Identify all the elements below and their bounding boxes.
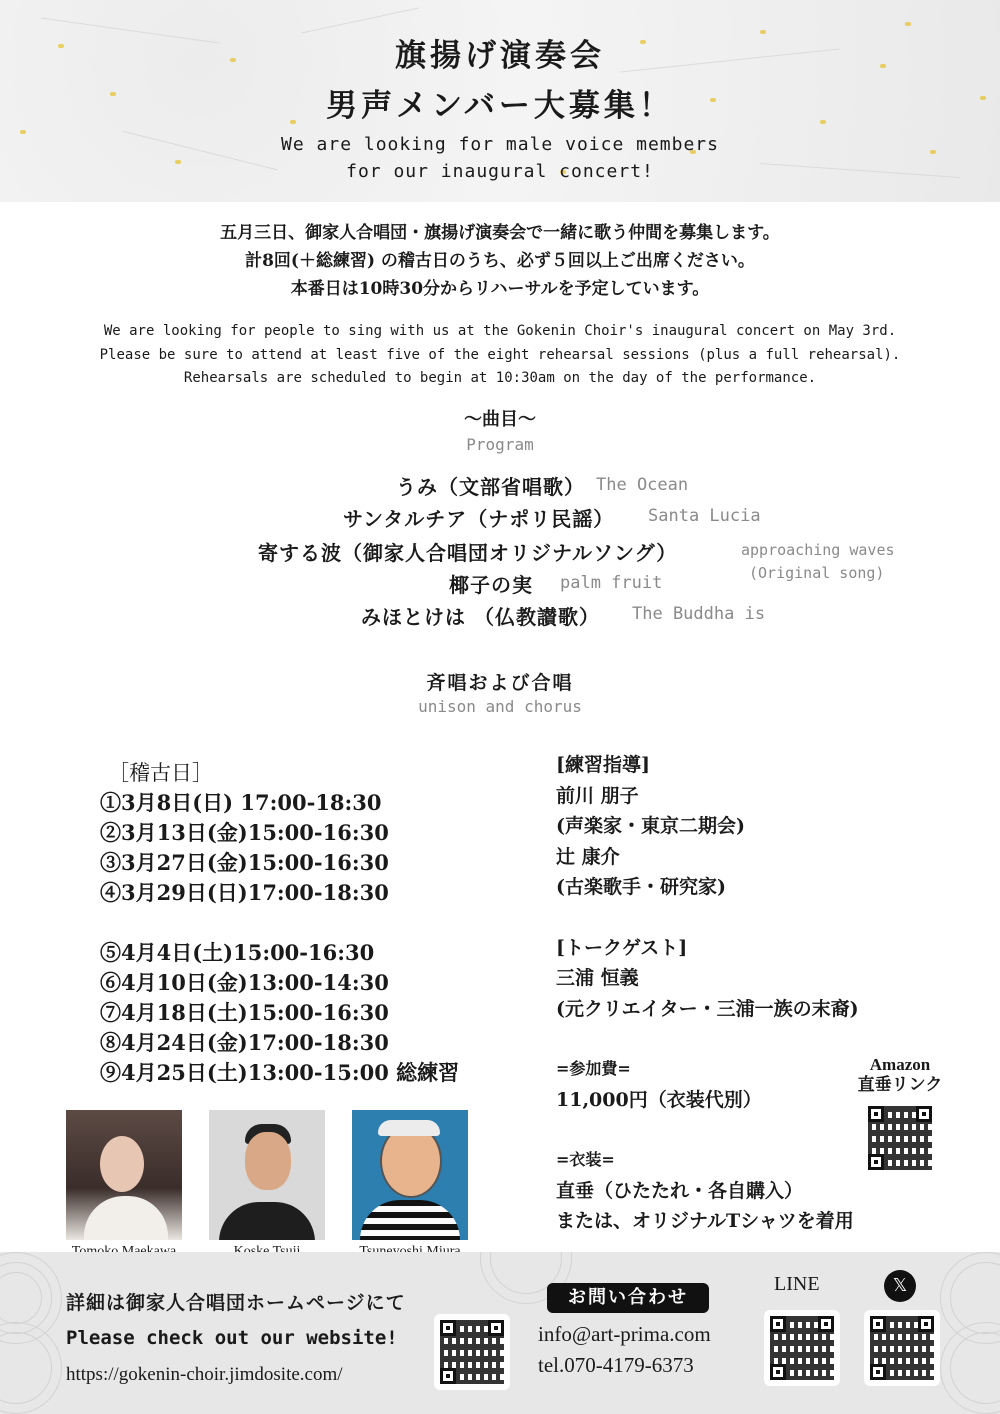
intro-en-2: Please be sure to attend at least five of the eight rehearsal sessions (plus a full rehearsal). (99, 347, 901, 363)
intro-jp-1: 五月三日、御家人合唱団・旗揚げ演奏会で一緒に歌う仲間を募集します。 (220, 223, 780, 243)
footer-website-link[interactable]: https://gokenin-choir.jimdosite.com/ (66, 1364, 343, 1385)
x-logo-icon[interactable]: 𝕏 (884, 1270, 916, 1302)
amazon-label (848, 1055, 952, 1095)
info-column (556, 750, 859, 1237)
program-heading-en: Program (466, 435, 534, 454)
contact-email[interactable]: info@art-prima.com (538, 1322, 711, 1346)
guest-line: 三浦 恒義 (556, 967, 639, 989)
schedule-item: ②3月13日(金)15:00-16:30 (100, 820, 389, 845)
footer-details-en: Please check out our website! (66, 1327, 398, 1349)
program-item-3-en: approaching waves (741, 541, 895, 559)
schedule-heading: ［稽古日］ (108, 761, 213, 785)
costume-heading: =衣装= (556, 1150, 615, 1169)
footer-details-jp: 詳細は御家人合唱団ホームページにて (66, 1292, 406, 1314)
x-qr-code[interactable] (864, 1310, 940, 1386)
intro-en-1: We are looking for people to sing with us at the Gokenin Choir's inaugural concert on May 3rd. (103, 323, 897, 339)
program-item-4-en: palm fruit (560, 573, 663, 593)
amazon-label-1: Amazon (869, 1055, 931, 1074)
program-heading: ～曲目～ (464, 409, 536, 430)
schedule-item: ④3月29日(日)17:00-18:30 (100, 880, 389, 905)
amazon-qr-code[interactable] (868, 1106, 932, 1170)
contact-tel[interactable]: tel.070-4179-6373 (538, 1353, 694, 1377)
program-item-2-en: Santa Lucia (648, 506, 761, 526)
subtitle-line1: We are looking for male voice members (281, 134, 719, 155)
fee-value: 11,000円（衣装代別） (556, 1088, 762, 1111)
schedule-item: ⑤4月4日(土)15:00-16:30 (100, 940, 375, 965)
line-qr-code[interactable] (764, 1310, 840, 1386)
fee-heading: =参加費= (556, 1059, 631, 1078)
photo-tsuneyoshi-miura (352, 1110, 468, 1240)
intro-jp-2: 計8回(＋総練習) の稽古日のうち、必ず５回以上ご出席ください。 (245, 251, 755, 271)
header-banner (0, 0, 1000, 202)
title-line2: 男声メンバー大募集！ (326, 88, 674, 124)
schedule-item: ⑥4月10日(金)13:00-14:30 (100, 970, 389, 995)
program-style: 斉唱および合唱 (426, 672, 574, 694)
amazon-label-2: 直垂リンク (857, 1075, 943, 1095)
program-item-2: サンタルチア（ナポリ民謡） (343, 507, 615, 531)
program-item-4: 椰子の実 (449, 573, 533, 597)
instructor-line: (古楽歌手・研究家) (556, 876, 726, 898)
subtitle-line2: for our inaugural concert! (346, 161, 654, 182)
schedule-item: ③3月27日(金)15:00-16:30 (100, 850, 389, 875)
instructor-line: (声楽家・東京二期会) (556, 815, 745, 837)
schedule-item: ⑧4月24日(金)17:00-18:30 (100, 1030, 389, 1055)
program-item-5: みほとけは （仏教讃歌） (361, 605, 600, 629)
schedule-item: ⑦4月18日(土)15:00-16:30 (100, 1000, 389, 1025)
photo-tomoko-maekawa (66, 1110, 182, 1240)
program-item-1: うみ（文部省唱歌） (396, 475, 585, 499)
line-label: LINE (774, 1273, 820, 1295)
schedule-item: ⑨4月25日(土)13:00-15:00 総練習 (100, 1060, 460, 1085)
program-item-5-en: The Buddha is (632, 604, 766, 624)
schedule (100, 758, 459, 1088)
costume-line: または、オリジナルTシャツを着用 (556, 1210, 854, 1232)
program-style-en: unison and chorus (418, 697, 582, 716)
contact-badge: お問い合わせ (547, 1283, 709, 1313)
program-item-3: 寄する波（御家人合唱団オリジナルソング） (258, 541, 678, 565)
program-item-3-en2: (Original song) (749, 564, 885, 582)
title-line1: 旗揚げ演奏会 (395, 38, 605, 74)
guest-heading: [トークゲスト] (556, 936, 688, 959)
instructor-line: 前川 朋子 (556, 784, 639, 807)
instructor-line: 辻 康介 (556, 845, 620, 868)
program-item-1-en: The Ocean (596, 475, 689, 495)
instructors-heading: [練習指導] (556, 754, 650, 776)
costume-line: 直垂（ひたたれ・各自購入） (556, 1179, 804, 1202)
photo-koske-tsuji (209, 1110, 325, 1240)
intro-jp-3: 本番日は10時30分からリハーサルを予定しています。 (290, 279, 710, 299)
schedule-item: ①3月8日(日) 17:00-18:30 (100, 790, 382, 815)
guest-line: (元クリエイター・三浦一族の末裔) (556, 997, 859, 1020)
website-qr-code[interactable] (434, 1314, 510, 1390)
intro-en-3: Rehearsals are scheduled to begin at 10:30am on the day of the performance. (183, 370, 817, 386)
